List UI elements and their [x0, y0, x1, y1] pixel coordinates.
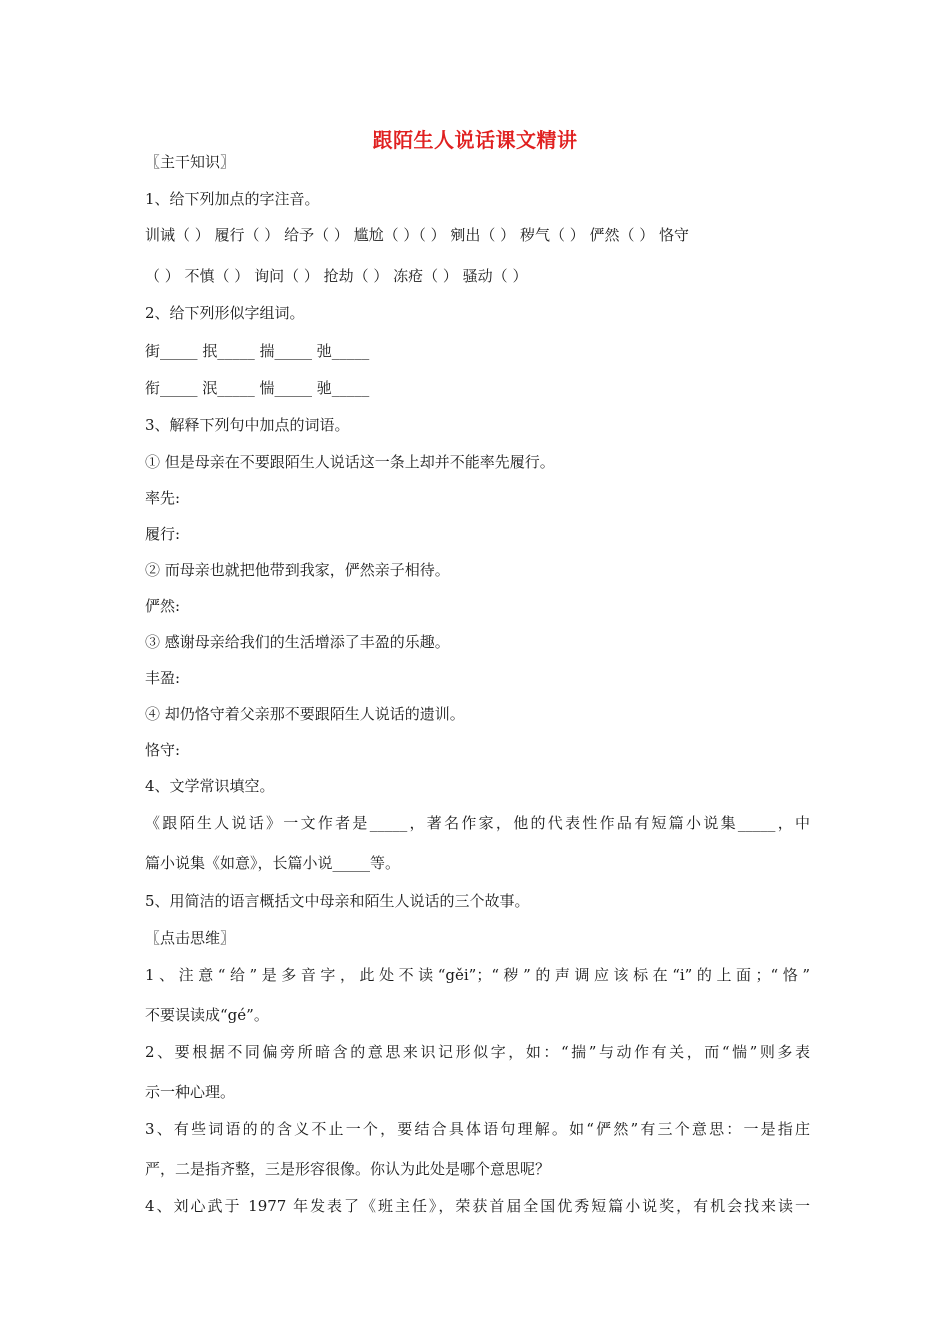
question-2-row-1: 街_____ 抿_____ 揣_____ 弛_____: [145, 342, 370, 360]
tip-2-line-1: 2、要根据不同偏旁所暗含的意思来识记形似字，如：“揣”与动作有关，而“惴”则多表: [145, 1043, 810, 1061]
question-2-title: 2、给下列形似字组词。: [145, 304, 305, 322]
question-3-sentence-3: ③ 感谢母亲给我们的生活增添了丰盈的乐趣。: [145, 633, 450, 651]
question-1-line-2: （ ） 不慎（ ） 询问（ ） 抢劫（ ） 冻疮（ ） 骚动（ ）: [145, 267, 528, 285]
tip-1-line-2: 不要误读成“gé”。: [145, 1006, 269, 1024]
question-2-row-2: 衔_____ 泯_____ 惴_____ 驰_____: [145, 379, 370, 397]
question-3-sentence-2: ② 而母亲也就把他带到我家，俨然亲子相待。: [145, 561, 450, 579]
tip-3-line-2: 严，二是指齐整，三是形容很像。你认为此处是哪个意思呢？: [145, 1160, 551, 1178]
answer-label-shuaixian: 率先:: [145, 489, 181, 507]
question-3-title: 3、解释下列句中加点的词语。: [145, 416, 350, 434]
question-1-title: 1、给下列加点的字注音。: [145, 190, 320, 208]
section-heading-thinking: 〖点击思维〗: [145, 929, 236, 947]
tip-1-line-1: 1、注意“给”是多音字，此处不读“gěi”；“秽”的声调应该标在“i”的上面；“恪”: [145, 966, 810, 984]
answer-label-fengying: 丰盈:: [145, 669, 181, 687]
tip-3-line-1: 3、有些词语的的含义不止一个，要结合具体语句理解。如“俨然”有三个意思：一是指庄: [145, 1120, 810, 1138]
tip-4-line-1: 4、刘心武于 1977 年发表了《班主任》，荣获首届全国优秀短篇小说奖，有机会找来读一: [145, 1197, 810, 1215]
question-4-line-1: 《跟陌生人说话》一文作者是_____，著名作家，他的代表性作品有短篇小说集_____，中: [145, 814, 810, 832]
question-5-title: 5、用简洁的语言概括文中母亲和陌生人说话的三个故事。: [145, 892, 530, 910]
question-3-sentence-1: ① 但是母亲在不要跟陌生人说话这一条上却并不能率先履行。: [145, 453, 555, 471]
question-4-line-2: 篇小说集《如意》，长篇小说_____等。: [145, 854, 401, 872]
page-title: 跟陌生人说话课文精讲: [372, 128, 578, 152]
question-3-sentence-4: ④ 却仍恪守着父亲那不要跟陌生人说话的遗训。: [145, 705, 465, 723]
answer-label-yanran: 俨然:: [145, 597, 181, 615]
section-heading-main-knowledge: 〖主干知识〗: [145, 153, 236, 171]
tip-2-line-2: 示一种心理。: [145, 1083, 236, 1101]
answer-label-keshou: 恪守:: [145, 741, 181, 759]
question-4-title: 4、文学常识填空。: [145, 777, 275, 795]
question-1-line-1: 训诫（ ） 履行（ ） 给予（ ） 尴尬（ ）（ ） 剜出（ ） 秽气（ ） 俨然（ ） 恪守: [145, 226, 690, 244]
answer-label-lvxing: 履行:: [145, 525, 181, 543]
